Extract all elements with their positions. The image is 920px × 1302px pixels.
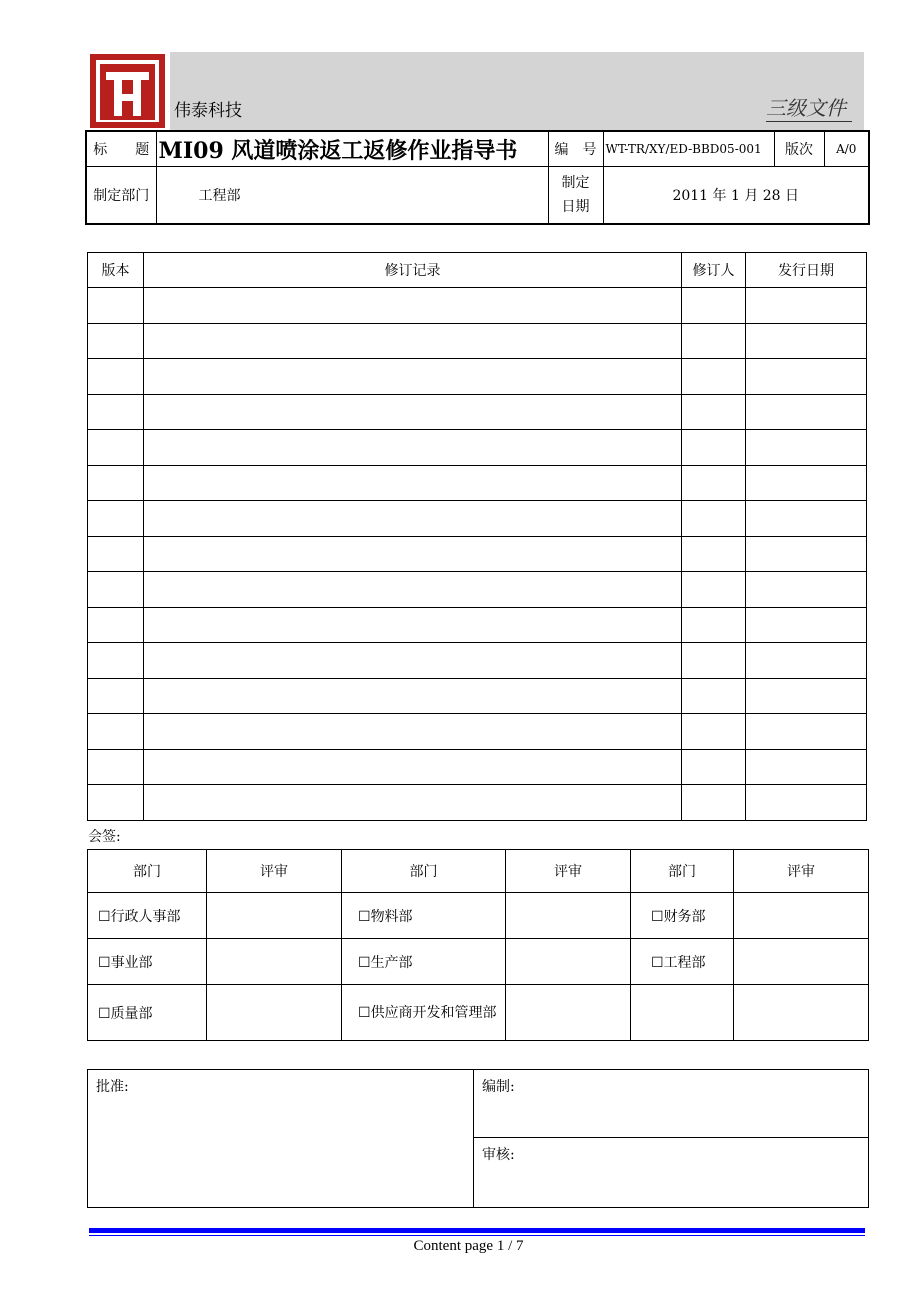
dept-name: 供应商开发和管理部	[370, 1004, 497, 1021]
dept-name: 事业部	[110, 954, 153, 971]
revision-cell-release-date	[746, 501, 867, 537]
revision-row	[88, 465, 867, 501]
revision-row	[88, 749, 867, 785]
review-cell	[506, 939, 631, 985]
revision-cell-version	[88, 785, 144, 821]
countersign-table	[87, 849, 869, 1041]
revision-cell-record	[144, 501, 682, 537]
revision-cell-release-date	[746, 323, 867, 359]
checkbox-dept-quality[interactable]	[88, 985, 207, 1041]
revision-cell-reviser	[682, 785, 746, 821]
document-info-table	[85, 130, 870, 225]
revision-cell-record	[144, 359, 682, 395]
revision-cell-version	[88, 714, 144, 750]
revision-cell-record	[144, 785, 682, 821]
revision-cell-record	[144, 536, 682, 572]
revision-cell-reviser	[682, 643, 746, 679]
revision-row	[88, 643, 867, 679]
page-number: Content page 1 / 7	[413, 1238, 524, 1254]
revision-cell-reviser	[682, 572, 746, 608]
revision-row	[88, 678, 867, 714]
revision-cell-release-date	[746, 394, 867, 430]
revision-cell-reviser	[682, 430, 746, 466]
checkbox-dept-business[interactable]	[88, 939, 207, 985]
dept-name: 质量部	[110, 1005, 153, 1022]
revision-cell-record	[144, 323, 682, 359]
review-cell	[207, 893, 342, 939]
col-header-version: 版本	[88, 253, 144, 288]
revision-cell-release-date	[746, 288, 867, 324]
checkbox-dept-engineering[interactable]	[631, 939, 734, 985]
col-header-dept: 部门	[342, 850, 506, 893]
revision-cell-record	[144, 678, 682, 714]
dept-name: 财务部	[663, 908, 706, 925]
revision-cell-release-date	[746, 643, 867, 679]
col-header-dept: 部门	[631, 850, 734, 893]
col-header-review: 评审	[734, 850, 869, 893]
revision-cell-version	[88, 572, 144, 608]
revision-row	[88, 536, 867, 572]
footer-rule-thin	[89, 1235, 865, 1236]
revision-cell-version	[88, 501, 144, 537]
revision-row	[88, 785, 867, 821]
review-cell	[207, 939, 342, 985]
revision-cell-reviser	[682, 607, 746, 643]
header-band	[170, 52, 864, 130]
revision-cell-release-date	[746, 536, 867, 572]
revision-cell-release-date	[746, 572, 867, 608]
empty-cell	[631, 985, 734, 1041]
revision-cell-reviser	[682, 501, 746, 537]
document-version: A/0	[824, 131, 869, 167]
revision-cell-release-date	[746, 465, 867, 501]
review-cell	[207, 985, 342, 1041]
revision-cell-record	[144, 465, 682, 501]
revision-cell-version	[88, 288, 144, 324]
revision-cell-reviser	[682, 359, 746, 395]
revision-cell-record	[144, 394, 682, 430]
col-header-record: 修订记录	[144, 253, 682, 288]
revision-table	[87, 252, 867, 821]
prepare-label: 编制:	[482, 1079, 515, 1095]
review-sign-cell	[474, 1138, 869, 1208]
review-label: 审核:	[482, 1147, 515, 1163]
review-cell	[734, 893, 869, 939]
revision-cell-release-date	[746, 678, 867, 714]
revision-cell-release-date	[746, 714, 867, 750]
version-label: 版次	[774, 131, 824, 167]
revision-cell-release-date	[746, 785, 867, 821]
company-name: 伟泰科技	[174, 101, 242, 121]
revision-cell-reviser	[682, 394, 746, 430]
revision-cell-record	[144, 607, 682, 643]
revision-cell-reviser	[682, 465, 746, 501]
col-header-reviser: 修订人	[682, 253, 746, 288]
revision-cell-reviser	[682, 323, 746, 359]
footer-rule-thick	[89, 1228, 865, 1233]
dept-value: 工程部	[156, 167, 548, 224]
dept-name: 生产部	[370, 954, 413, 971]
code-label: 编 号	[548, 131, 603, 167]
title-label: 标 题	[86, 131, 156, 167]
revision-row	[88, 359, 867, 395]
revision-row	[88, 394, 867, 430]
revision-cell-version	[88, 394, 144, 430]
approve-label: 批准:	[96, 1079, 129, 1095]
document-title: MI09 风道喷涂返工返修作业指导书	[156, 131, 548, 167]
review-cell	[734, 939, 869, 985]
col-header-review: 评审	[207, 850, 342, 893]
col-header-release-date: 发行日期	[746, 253, 867, 288]
revision-cell-record	[144, 643, 682, 679]
revision-cell-record	[144, 288, 682, 324]
revision-cell-reviser	[682, 536, 746, 572]
revision-cell-version	[88, 465, 144, 501]
revision-row	[88, 288, 867, 324]
col-header-review: 评审	[506, 850, 631, 893]
revision-row	[88, 323, 867, 359]
checkbox-dept-finance[interactable]	[631, 893, 734, 939]
revision-cell-version	[88, 323, 144, 359]
revision-cell-release-date	[746, 607, 867, 643]
revision-cell-version	[88, 643, 144, 679]
revision-cell-version	[88, 607, 144, 643]
revision-cell-reviser	[682, 749, 746, 785]
revision-cell-version	[88, 749, 144, 785]
review-cell	[506, 985, 631, 1041]
revision-cell-record	[144, 572, 682, 608]
document-level: 三级文件	[766, 92, 852, 122]
company-logo	[88, 52, 167, 130]
checkbox-dept-materials[interactable]	[342, 893, 506, 939]
checkbox-dept-production[interactable]	[342, 939, 506, 985]
revision-cell-reviser	[682, 678, 746, 714]
date-value: 2011 年 1 月 28 日	[603, 167, 869, 224]
revision-cell-record	[144, 714, 682, 750]
revision-cell-release-date	[746, 359, 867, 395]
document-code: WT-TR/XY/ED-BBD05-001	[603, 131, 774, 167]
dept-name: 物料部	[370, 908, 413, 925]
revision-cell-version	[88, 536, 144, 572]
revision-cell-record	[144, 749, 682, 785]
revision-cell-version	[88, 678, 144, 714]
col-header-dept: 部门	[88, 850, 207, 893]
checkbox-dept-admin-hr[interactable]	[88, 893, 207, 939]
revision-cell-version	[88, 359, 144, 395]
approval-table	[87, 1069, 869, 1208]
countersign-label: 会签:	[88, 829, 121, 845]
revision-cell-record	[144, 430, 682, 466]
revision-row	[88, 607, 867, 643]
date-label: 制定日期	[548, 167, 603, 224]
revision-cell-version	[88, 430, 144, 466]
revision-cell-release-date	[746, 430, 867, 466]
revision-cell-reviser	[682, 714, 746, 750]
approve-cell	[88, 1070, 474, 1208]
review-cell	[506, 893, 631, 939]
dept-name: 行政人事部	[110, 908, 181, 925]
revision-row	[88, 572, 867, 608]
revision-row	[88, 714, 867, 750]
revision-row	[88, 501, 867, 537]
revision-cell-release-date	[746, 749, 867, 785]
review-cell	[734, 985, 869, 1041]
dept-name: 工程部	[663, 954, 706, 971]
dept-label: 制定部门	[86, 167, 156, 224]
revision-cell-reviser	[682, 288, 746, 324]
checkbox-dept-supplier[interactable]	[342, 985, 506, 1041]
prepare-cell	[474, 1070, 869, 1138]
revision-row	[88, 430, 867, 466]
